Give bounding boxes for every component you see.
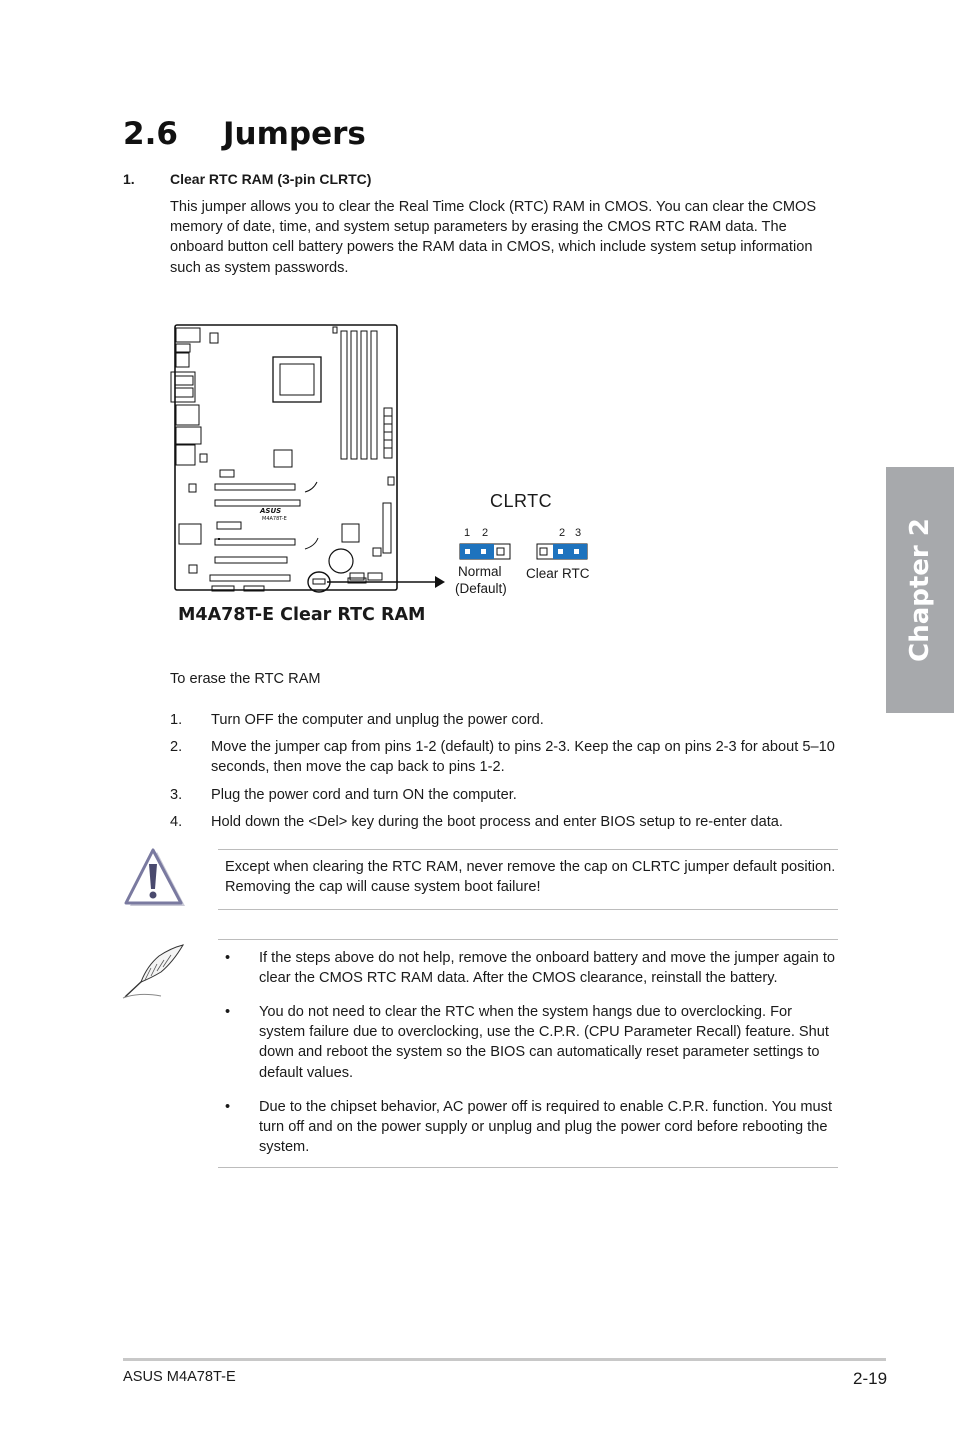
clear-pin-3: 3 xyxy=(575,527,582,539)
notes-bottom-rule xyxy=(218,1167,838,1168)
section-heading xyxy=(123,116,366,152)
notes-top-rule xyxy=(218,939,838,940)
clear-pin-2: 2 xyxy=(559,527,566,539)
item-heading xyxy=(123,171,371,187)
arrow-icon xyxy=(435,576,445,588)
item-number: 1. xyxy=(123,171,135,187)
bullet-dot: • xyxy=(225,1099,231,1115)
step-text: Turn OFF the computer and unplug the power cord. xyxy=(211,712,544,728)
caution-bottom-rule xyxy=(218,909,838,910)
chapter-tab-label: Chapter 2 xyxy=(905,518,935,662)
step-number: 1. xyxy=(170,712,183,728)
step-text: Hold down the <Del> key during the boot process and enter BIOS setup to re-enter data. xyxy=(211,814,783,830)
erase-intro: To erase the RTC RAM xyxy=(170,671,321,687)
chapter-tab xyxy=(886,467,954,713)
note-text: You do not need to clear the RTC when the system hangs due to overclocking. For system failure due to overclocking, use the C.P.R. (CPU Parameter Recall) feature. Shut down and reboot the system so the BIOS can automatically reset parameter settings to default values. xyxy=(259,1004,829,1081)
footer-rule xyxy=(123,1358,886,1361)
step-text: Move the jumper cap from pins 1-2 (default) to pins 2-3. Keep the cap on pins 2-3 for about 5–10 seconds, then move the cap back to pins 1-2. xyxy=(211,739,835,776)
jumper-name-label: CLRTC xyxy=(490,491,553,511)
note-text: Due to the chipset behavior, AC power off is required to enable C.P.R. function. You must turn off and on the power supply or unplug and plug the power cord before rebooting the system. xyxy=(259,1099,833,1156)
board-model-text: M4A78T-E xyxy=(262,516,287,522)
clear-rtc-label: Clear RTC xyxy=(526,566,590,581)
normal-label: Normal xyxy=(458,564,502,579)
section-title: Jumpers xyxy=(223,116,366,152)
erase-steps-list xyxy=(170,710,842,830)
figure-caption: M4A78T-E Clear RTC RAM xyxy=(178,605,426,625)
caution-top-rule xyxy=(218,849,838,850)
caution-text: Except when clearing the RTC RAM, never remove the cap on CLRTC jumper default position. Removing the cap will cause system boot failure! xyxy=(225,859,836,896)
bullet-dot: • xyxy=(225,1004,231,1020)
jumper-figure xyxy=(165,320,610,630)
item-description: This jumper allows you to clear the Real Time Clock (RTC) RAM in CMOS. You can clear the CMOS memory of date, time, and system setup parameters by erasing the CMOS RTC RAM data. The onboard button cell battery powers the RAM data in CMOS, which include system setup information such as system passwords. xyxy=(170,199,817,276)
step-number: 2. xyxy=(170,739,183,755)
step-number: 4. xyxy=(170,814,183,830)
page-number: 2-19 xyxy=(853,1369,888,1388)
normal-pin-2: 2 xyxy=(482,527,489,539)
normal-pin-1: 1 xyxy=(464,527,471,539)
board-brand-logo: ASUS xyxy=(260,507,282,515)
feather-note-icon xyxy=(121,942,187,1000)
step-text: Plug the power cord and turn ON the computer. xyxy=(211,787,517,803)
step-number: 3. xyxy=(170,787,183,803)
note-text: If the steps above do not help, remove the onboard battery and move the jumper again to clear the CMOS RTC RAM data. After the CMOS clearance, reinstall the battery. xyxy=(259,950,836,987)
motherboard-diagram xyxy=(165,320,610,630)
footer-product-name: ASUS M4A78T-E xyxy=(123,1369,236,1385)
item-title: Clear RTC RAM (3-pin CLRTC) xyxy=(170,171,372,187)
section-number: 2.6 xyxy=(123,116,178,152)
bullet-dot: • xyxy=(225,950,231,966)
normal-default-label: (Default) xyxy=(455,581,507,596)
warning-triangle-icon xyxy=(124,848,186,908)
